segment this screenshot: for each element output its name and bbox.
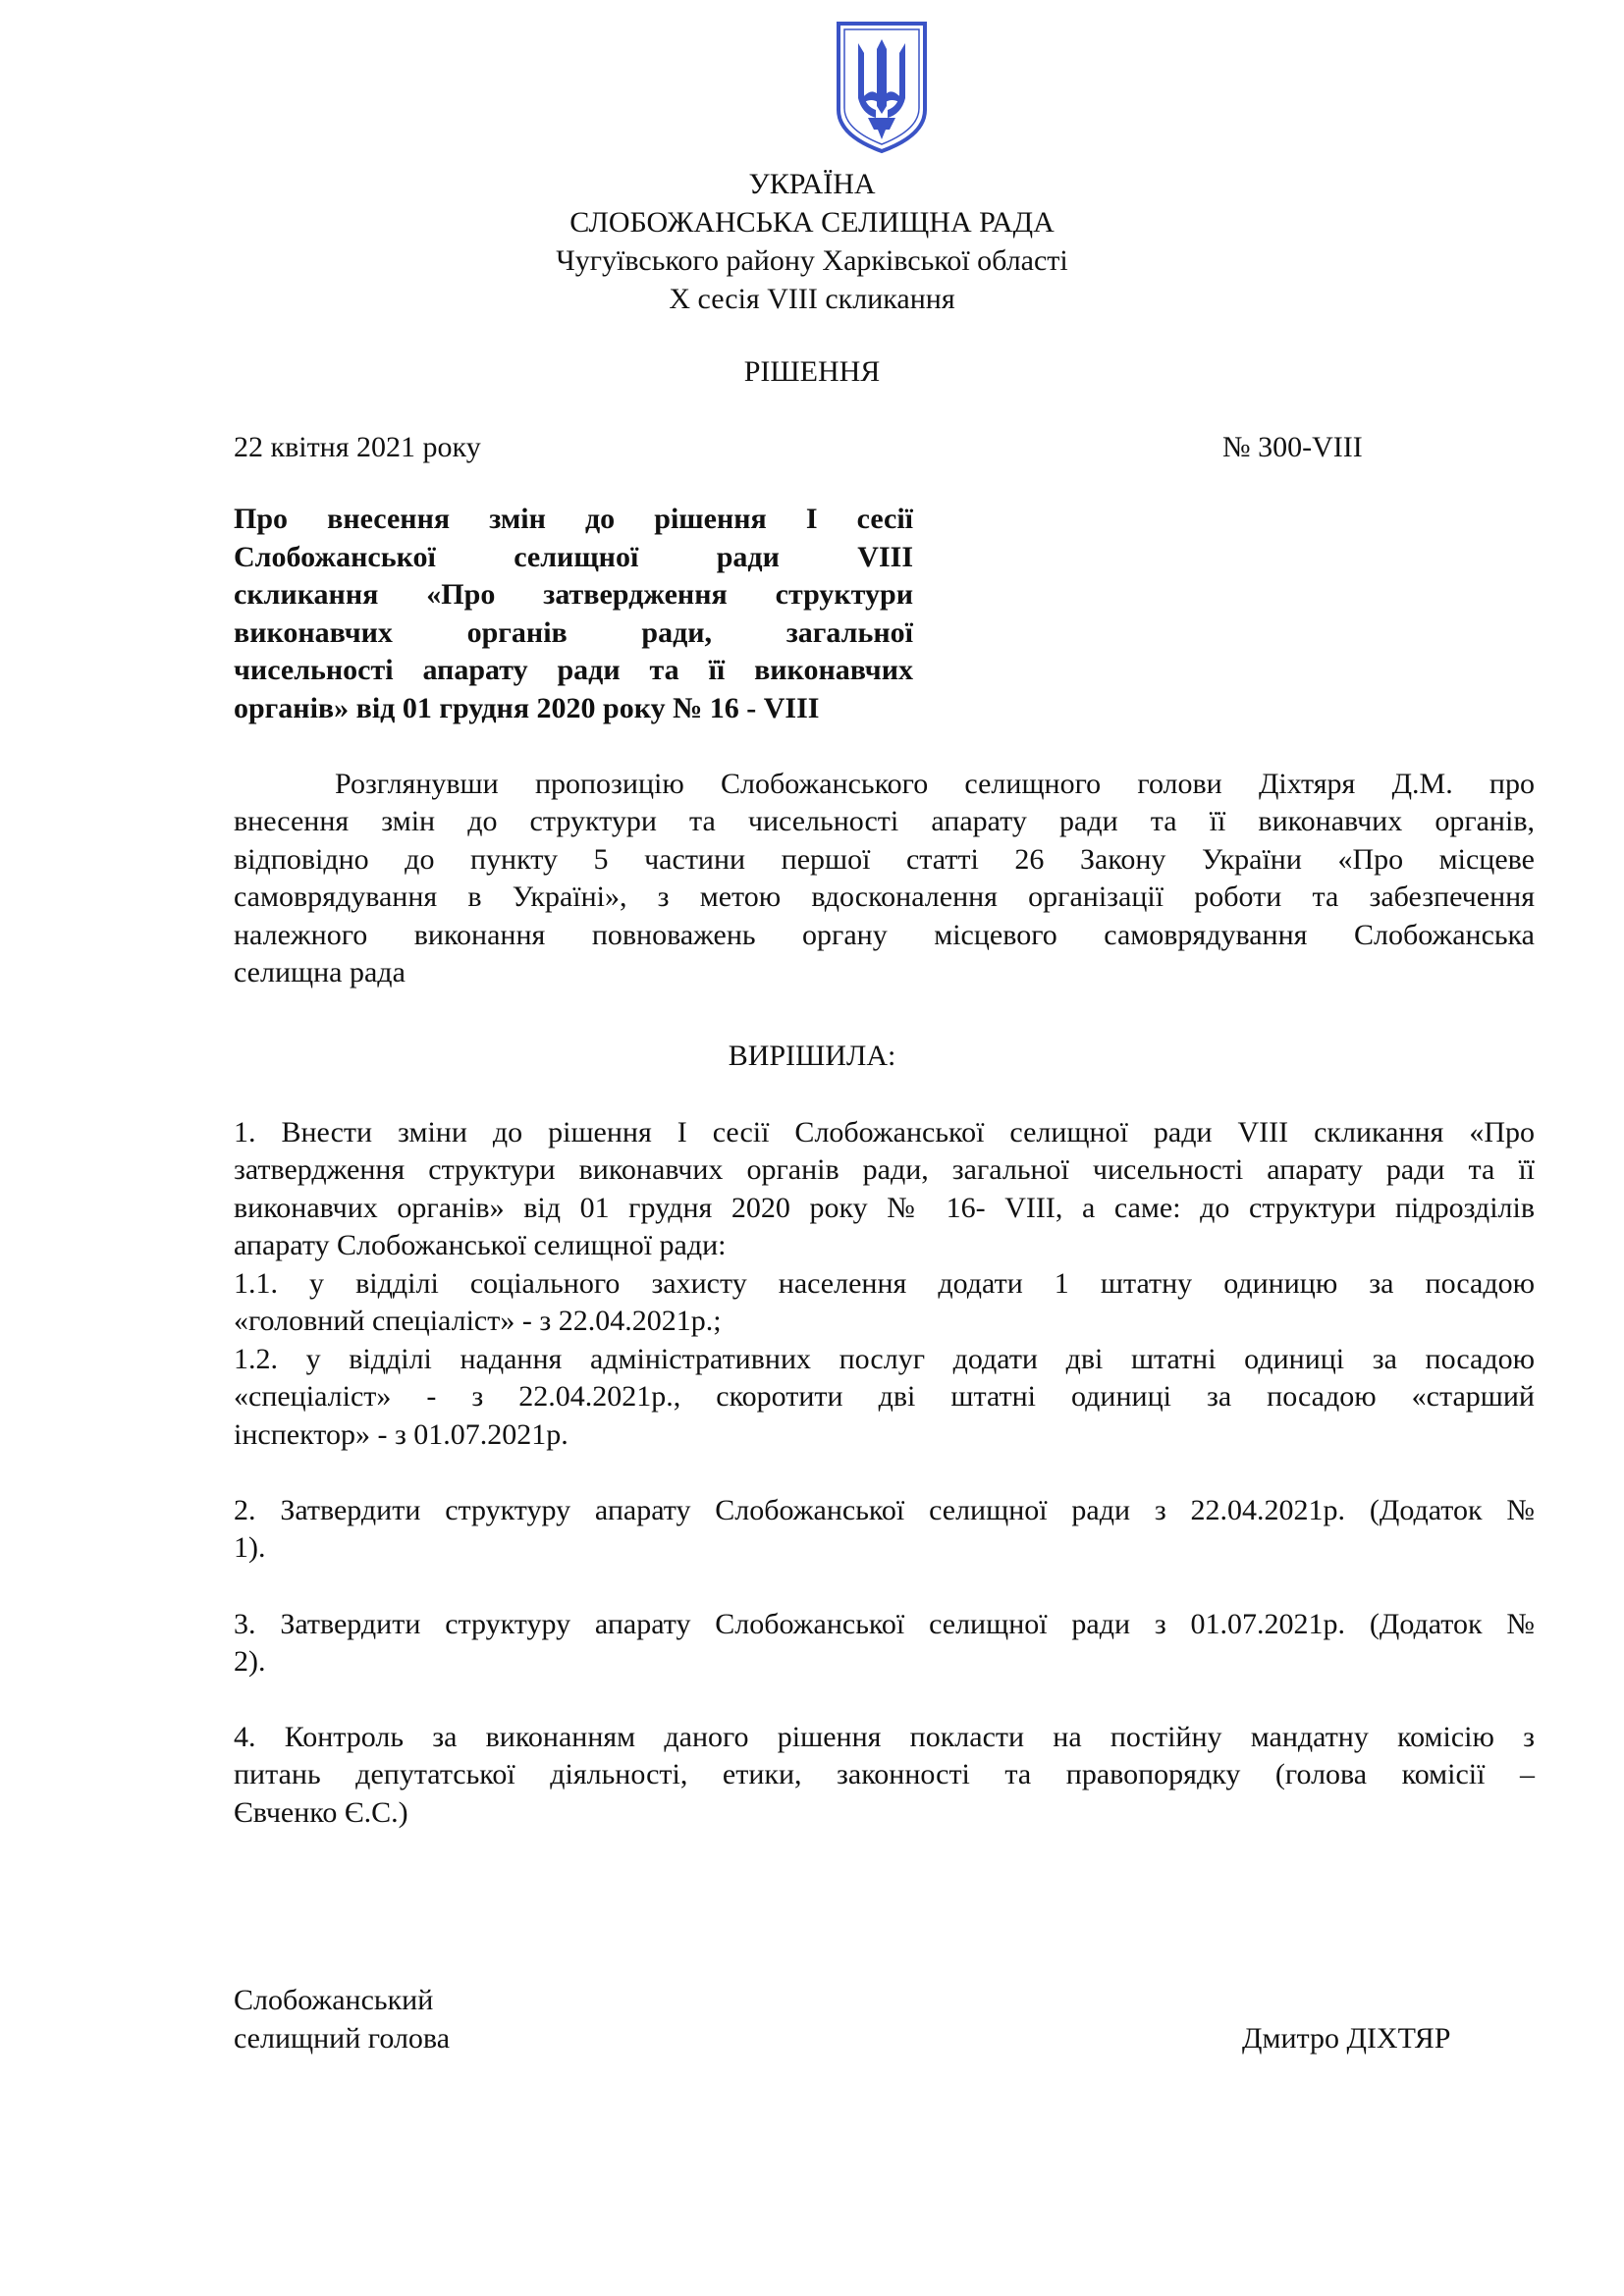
- preamble-line: Розглянувши пропозицію Слобожанського селищного голови Діхтяря Д.М. про: [335, 768, 1535, 800]
- title-line: Про внесення змін до рішення І сесії: [234, 503, 913, 535]
- item-2-line: 2. Затвердити структуру апарату Слобожанської селищної ради з 22.04.2021р. (Додаток №: [234, 1494, 1535, 1526]
- preamble-line: селищна рада: [234, 956, 406, 989]
- preamble-line: самоврядування в Україні», з метою вдосконалення організації роботи та забезпечення: [234, 881, 1535, 914]
- item-1-1-line: 1.1. у відділі соціального захисту населення додати 1 штатну одиницю за посадою: [234, 1267, 1535, 1300]
- decided-heading: ВИРІШИЛА:: [728, 1040, 896, 1072]
- item-1-2-line: 1.2. у відділі надання адміністративних послуг додати дві штатні одиниці за посадою: [234, 1343, 1535, 1375]
- item-4-line: 4. Контроль за виконанням даного рішення покласти на постійну мандатну комісію з: [234, 1721, 1535, 1753]
- preamble-line: належного виконання повноважень органу місцевого самоврядування Слобожанська: [234, 918, 1535, 951]
- item-1-1-line: «головний спеціаліст» - з 22.04.2021р.;: [234, 1305, 722, 1338]
- header-council: СЛОБОЖАНСЬКА СЕЛИЩНА РАДА: [569, 206, 1055, 239]
- decision-date: 22 квітня 2021 року: [234, 431, 481, 463]
- item-1-2-line: інспектор» - з 01.07.2021р.: [234, 1417, 568, 1451]
- item-1-2: [234, 1341, 1535, 1454]
- preamble-line: відповідно до пункту 5 частини першої статті 26 Закону України «Про місцеве: [234, 842, 1535, 876]
- title-line: органів» від 01 грудня 2020 року № 16 - VІІІ: [234, 691, 820, 724]
- item-4-line: питань депутатської діяльності, етики, законності та правопорядку (голова комісії –: [234, 1758, 1535, 1791]
- item-1-1: [234, 1265, 1535, 1341]
- item-1-line: затвердження структури виконавчих органів ради, загальної чисельності апарату ради та її: [234, 1153, 1535, 1187]
- coat-of-arms-trident-icon: [835, 20, 929, 155]
- preamble-paragraph: [234, 766, 1535, 991]
- item-3-line: 2).: [234, 1645, 266, 1679]
- item-3-line: 3. Затвердити структуру апарату Слобожанської селищної ради з 01.07.2021р. (Додаток №: [234, 1608, 1535, 1640]
- item-3: [234, 1606, 1535, 1682]
- item-1: [234, 1114, 1535, 1265]
- signature-position-line2: селищний голова: [234, 2022, 451, 2055]
- title-line: скликання «Про затвердження структури: [234, 578, 913, 611]
- header-country: УКРАЇНА: [748, 168, 876, 200]
- item-2-line: 1).: [234, 1531, 266, 1565]
- item-1-line: виконавчих органів» від 01 грудня 2020 року № 16- VІІІ, а саме: до структури підрозділів: [234, 1191, 1535, 1224]
- decision-title: [234, 501, 913, 727]
- header-district: Чугуївського району Харківської області: [556, 244, 1068, 277]
- preamble-line: внесення змін до структури та чисельності апарату ради та її виконавчих органів,: [234, 805, 1535, 838]
- document-type-heading: РІШЕННЯ: [743, 355, 881, 388]
- item-1-line: 1. Внести зміни до рішення І сесії Слобожанської селищної ради VIII скликання «Про: [234, 1116, 1535, 1148]
- title-line: чисельності апарату ради та її виконавчих: [234, 654, 913, 686]
- item-4-line: Євченко Є.С.): [234, 1795, 408, 1829]
- title-line: Слобожанської селищної ради VIII: [234, 540, 913, 573]
- decision-number: № 300-VІІІ: [1222, 431, 1363, 463]
- item-1-line: апарату Слобожанської селищної ради:: [234, 1229, 727, 1262]
- item-4: [234, 1719, 1535, 1832]
- signature-name: Дмитро ДІХТЯР: [1242, 2022, 1451, 2055]
- item-2: [234, 1492, 1535, 1568]
- signature-position-line1: Слобожанський: [234, 1984, 434, 2016]
- header-session: Х сесія VІІІ скликання: [669, 283, 955, 315]
- item-1-2-line: «спеціаліст» - з 22.04.2021р., скоротити дві штатні одиниці за посадою «старший: [234, 1380, 1535, 1414]
- title-line: виконавчих органів ради, загальної: [234, 615, 913, 649]
